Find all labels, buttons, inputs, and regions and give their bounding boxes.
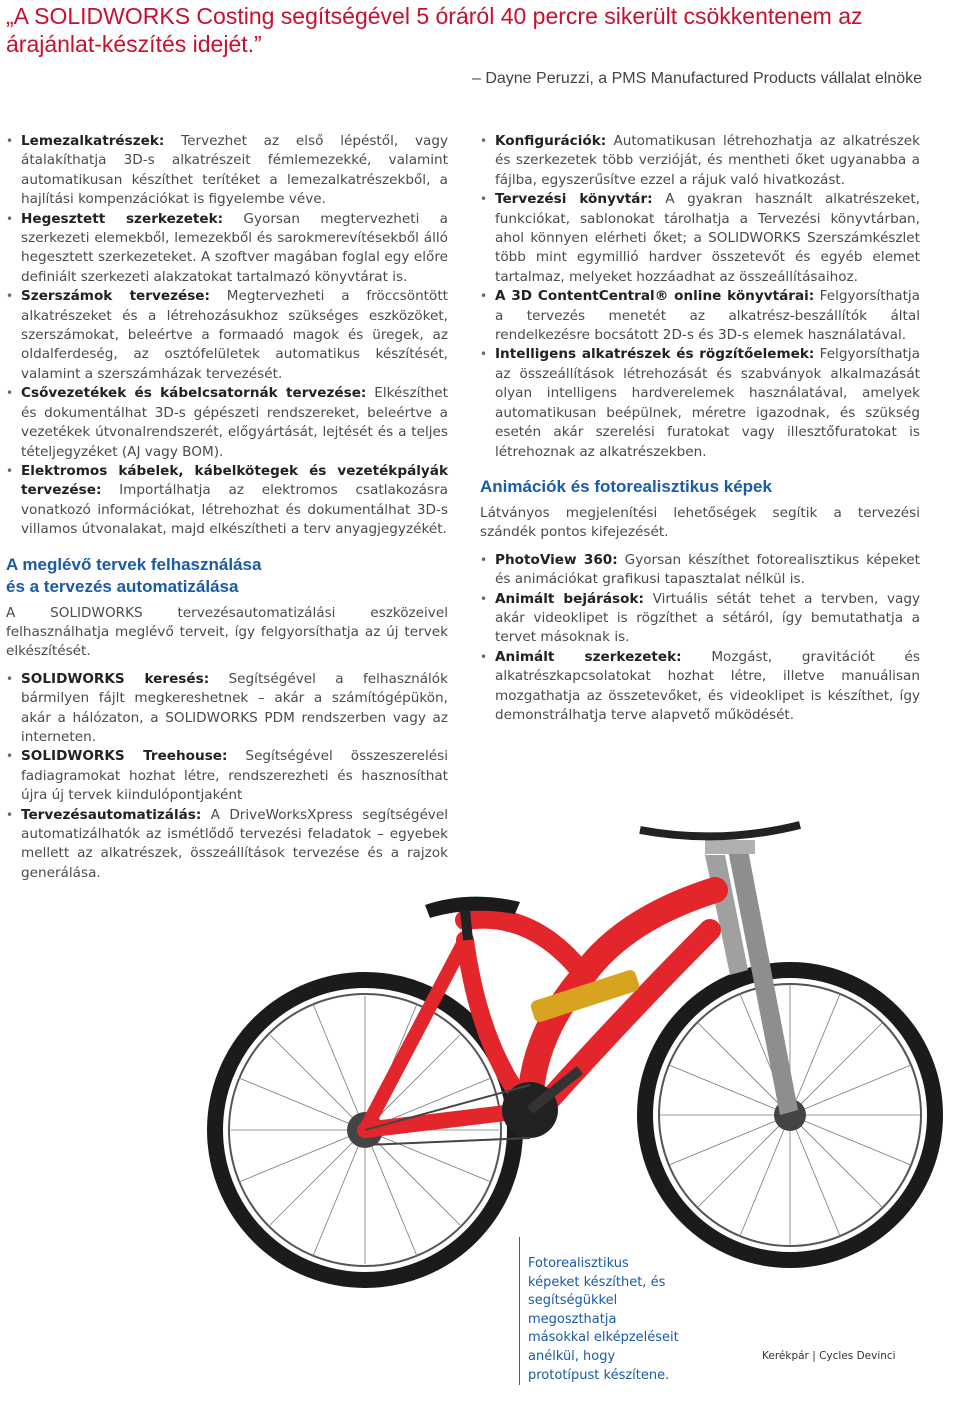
bullet-term: Tervezési könyvtár: — [495, 191, 653, 208]
bullet-term: Animált bejárások: — [495, 590, 644, 607]
list-item — [480, 132, 920, 190]
bullet-text: Segítségével a felhasználók bármilyen fájlt megkereshetnek – akár a számítógépükön, akár a hálózaton, a SOLIDWORKS PDM rendszerben vagy az interneten. — [21, 670, 448, 745]
list-item — [6, 132, 448, 210]
bike-illustration — [200, 810, 945, 1310]
bullet-text: Tervezhet az első lépéstől, vagy átalakíthatja 3D-s alkatrészeit fémlemezekké, valamint automatikusan készíthet terítéket a lemezalkatrészekből, a hajlítási kompenzációkat is figyelembe véve. — [21, 133, 448, 208]
bullet-text: Mozgást, gravitációt és alkatrészkapcsolatokat hozhat létre, illetve manuálisan mozgathatja az összetevőket, és videoklipet is készíthet, így demonstrálhatja terve alapvető működését. — [495, 648, 920, 723]
bullet-text: Automatikusan létrehozhatja az alkatrészek és szerkezetek több verzióját, és mentheti őket ugyanabba a fájlba, egyszerűsítve ezzel a rájuk való hivatkozást. — [495, 133, 920, 188]
list-item — [480, 648, 920, 726]
bullet-term: A 3D ContentCentral® online könyvtárai: — [495, 288, 815, 305]
list-item — [480, 551, 920, 590]
bullet-term: Szerszámok tervezése: — [21, 288, 210, 305]
bullet-text: Felgyorsíthatja az összeállítások létrehozását és szabványok alkalmazását olyan intelligens hardverelemek használatával, amelyek automatikusan beépülnek, méretre igazodnak, és szükség esetén akár szerelési furatokat vagy illesztőfuratokat is létrehoznak az alkatrészekben. — [495, 346, 920, 460]
bullet-term: Konfigurációk: — [495, 133, 607, 149]
bullet-term: SOLIDWORKS Treehouse: — [21, 748, 228, 765]
bullet-text: Virtuális sétát tehet a tervben, vagy akár videoklipet is rögzíthet a sétáról, így bemutathatja a tervet másoknak is. — [495, 590, 920, 646]
list-item — [6, 747, 448, 805]
feature-list-left — [6, 132, 448, 540]
bullet-term: PhotoView 360: — [495, 551, 618, 568]
list-item — [480, 287, 920, 345]
bullet-text: Importálhatja az elektromos csatlakozásra vonatkozó információkat, létrehozhat és dokumentálhat 3D-s villamos útvonalakat, majd elkészítheti a terv anyagjegyzékét. — [21, 482, 448, 538]
left-column — [6, 132, 448, 883]
bullet-term: Csővezetékek és kábelcsatornák tervezése: — [21, 385, 367, 402]
bullet-text: Megtervezheti a fröccsöntött alkatrészeket és a létrehozásukhoz szükséges eszközöket, szerszámokat, beleértve a formaadó magok és üregek, az oldalferdeség, az osztófelületek automatikus készítését, valamint a szerszámházak tervezését. — [21, 288, 448, 382]
bullet-text: Elkészíthet és dokumentálhat 3D-s gépészeti rendszereket, beleértve a vezetékek útvonalrendszerét, előgyártását, lejtését és a teljes tételjegyzéket (AJ vagy BOM). — [21, 385, 448, 460]
quote-attribution: – Dayne Peruzzi, a PMS Manufactured Products vállalat elnöke — [471, 70, 922, 87]
bullet-term: Intelligens alkatrészek és rögzítőelemek: — [495, 346, 815, 363]
feature-list-right — [480, 132, 920, 462]
section-intro: Látványos megjelenítési lehetőségek segítik a tervezési szándék pontos kifejezését. — [480, 504, 920, 541]
bullet-text: Segítségével összeszerelési fadiagramokat hozhat létre, rendszerezheti és hasznosíthat újra új tervek kiindulópontjaként — [21, 748, 448, 804]
bullet-term: Tervezésautomatizálás: — [21, 806, 202, 823]
section-intro: A SOLIDWORKS tervezésautomatizálási eszközeivel felhasználhatja meglévő terveit, így felgyorsíthatja az új tervek elkészítését. — [6, 604, 448, 660]
list-item — [480, 190, 920, 287]
bullet-text: A gyakran használt alkatrészeket, funkciókat, sablonokat tárolhatja a Tervezési könyvtárban, ahol könnyen elérheti őket; a SOLIDWORKS Szerszámkészlet több mint egymillió hardver összetevőt és egyéb elemet tartalmaz, melyeket hozzáadhat az összeállításaihoz. — [495, 191, 921, 285]
list-item — [6, 384, 448, 462]
handlebar — [640, 825, 800, 836]
bullet-term: Animált szerkezetek: — [495, 648, 682, 665]
figure-caption: Fotorealisztikus képeket készíthet, és segítségükkel megoszthatja másokkal elképzeléseit anélkül, hogy prototípust készítene. — [519, 1237, 679, 1385]
pull-quote: „A SOLIDWORKS Costing segítségével 5 óráról 40 percre sikerült csökkentenem az árajánlat-készítés idejét.” — [6, 3, 863, 57]
list-item — [480, 345, 920, 461]
bullet-term: Elektromos kábelek, kábelkötegek és vezetékpályák tervezése: — [21, 462, 448, 499]
list-item — [480, 590, 920, 648]
bullet-term: Lemezalkatrészek: — [21, 133, 165, 149]
list-item — [6, 210, 448, 288]
bullet-text: A DriveWorksXpress segítségével automatizálhatók az ismétlődő tervezési feladatok – egyebek mellett az alkatrészek, összeállítások tervezése és a rajzok generálása. — [21, 806, 448, 881]
list-item — [6, 287, 448, 384]
bullet-text: Felgyorsíthatja a tervezés menetét az alkatrész-beszállítók által rendelkezésre bocsátott 2D-s és 3D-s elemek használatával. — [495, 288, 921, 344]
bullet-term: SOLIDWORKS keresés: — [21, 670, 210, 687]
section-title-line: A meglévő tervek felhasználása — [6, 554, 262, 574]
section-title-line: és a tervezés automatizálása — [6, 576, 239, 596]
photo-credit: Kerékpár | Cycles Devinci — [762, 1350, 896, 1362]
right-column — [480, 132, 920, 725]
animation-list — [480, 551, 920, 726]
section-title-animation: Animációk és fotorealisztikus képek — [480, 476, 772, 496]
bike-photo — [200, 810, 945, 1310]
bullet-text: Gyorsan megtervezheti a szerkezeti elemekből, lemezekből és sarokmerevítésekből álló hegesztett szerkezeteket. A szoftver magában foglal egy előre definiált szerkezeti alakzatokat tartalmazó könyvtárat is. — [21, 210, 448, 285]
bullet-term: Hegesztett szerkezetek: — [21, 210, 224, 227]
bullet-text: Gyorsan készíthet fotorealisztikus képeket és animációkat grafikusi tapasztalat nélkül is. — [495, 551, 920, 588]
front-wheel — [645, 970, 935, 1260]
list-item — [6, 462, 448, 540]
list-item — [6, 670, 448, 748]
section-title-reuse — [6, 554, 448, 598]
